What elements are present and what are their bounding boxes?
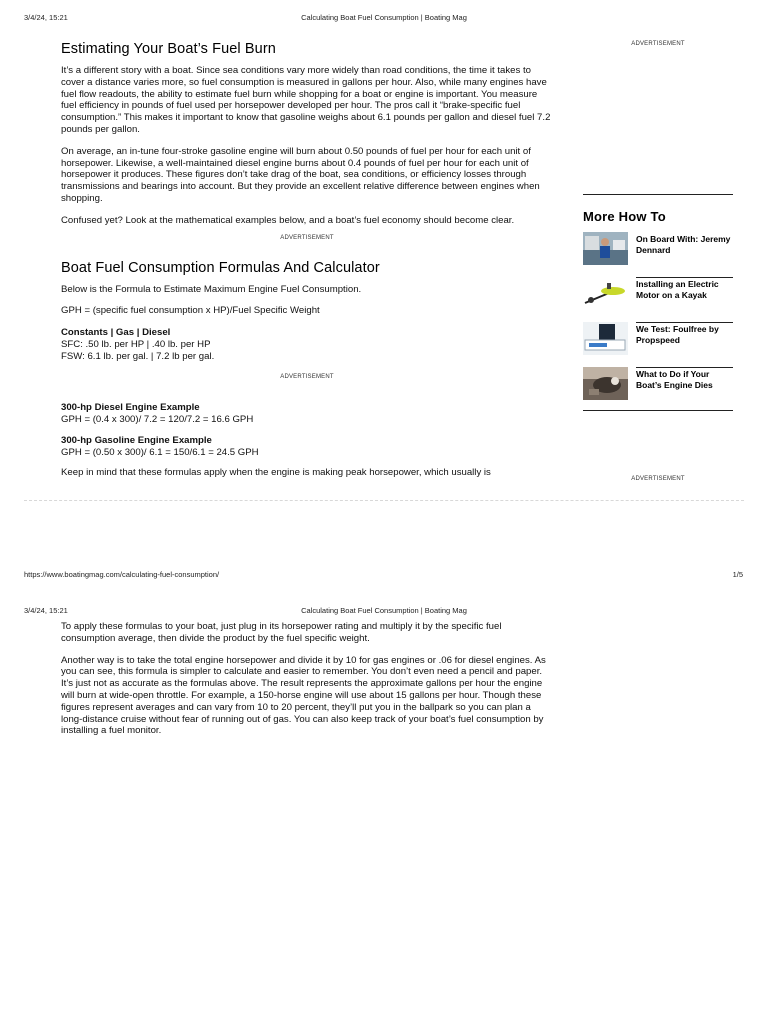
paragraph: To apply these formulas to your boat, just plug in its horsepower rating and multiply it by the specific fuel consumption average, then divide the product by the fuel specific weight. [61, 621, 502, 644]
divider [636, 322, 733, 323]
print-datetime: 3/4/24, 15:21 [24, 13, 68, 22]
diesel-example-calc: GPH = (0.4 x 300)/ 7.2 = 120/7.2 = 16.6 GPH [61, 413, 254, 425]
thumbnail-image[interactable] [583, 367, 628, 400]
gas-example-heading: 300-hp Gasoline Engine Example [61, 434, 212, 446]
paragraph: Confused yet? Look at the mathematical examples below, and a boat’s fuel economy should become clear. [61, 214, 515, 226]
print-datetime: 3/4/24, 15:21 [24, 606, 68, 615]
thumbnail-image[interactable] [583, 322, 628, 355]
print-url: https://www.boatingmag.com/calculating-fuel-consumption/ [24, 570, 220, 579]
divider [583, 194, 733, 195]
print-footer [0, 570, 768, 582]
print-header [0, 13, 768, 25]
howto-item-label[interactable]: What to Do if Your Boat’s Engine Dies [636, 369, 713, 390]
howto-item-label[interactable]: We Test: Foulfree by Propspeed [636, 324, 719, 345]
article-body [61, 40, 553, 488]
page-two [0, 600, 768, 1024]
howto-item-electric-kayak[interactable] [583, 277, 733, 322]
section-heading-formulas: Boat Fuel Consumption Formulas And Calculator [61, 260, 380, 277]
print-title: Calculating Boat Fuel Consumption | Boating Mag [301, 13, 467, 22]
page-cut-line [24, 500, 744, 501]
gas-example [61, 435, 553, 459]
formula-text: GPH = (specific fuel consumption x HP)/Fuel Specific Weight [61, 305, 320, 317]
print-title: Calculating Boat Fuel Consumption | Boating Mag [301, 606, 467, 615]
advertisement-label: ADVERTISEMENT [631, 41, 685, 47]
paragraph: On average, an in-tune four-stroke gasoline engine will burn about 0.50 pounds of fuel per hour for each unit of horsepower. Likewise, a well-maintained diesel engine burns about 0.4 pounds of fuel per hour for each unit of horsepower it produces. These figures don’t take drag of the boat, sea conditions, or efficiency losses through transmissions and bearings into account. But they provide an excellent relative difference between engines when shopping. [61, 145, 540, 204]
howto-item-jeremy-dennard[interactable] [583, 232, 733, 277]
diesel-example-heading: 300-hp Diesel Engine Example [61, 402, 200, 414]
article-body-continued [61, 621, 553, 746]
advertisement-label: ADVERTISEMENT [631, 476, 685, 482]
divider [636, 277, 733, 278]
paragraph: Below is the Formula to Estimate Maximum Engine Fuel Consumption. [61, 284, 362, 296]
howto-item-foulfree[interactable] [583, 322, 733, 367]
paragraph: Another way is to take the total engine horsepower and divide it by 10 for gas engines or .06 for diesel engines. As you can see, this formula is simpler to calculate and easier to remember. You don’t even need a pencil and paper. It’s just not as accurate as the formulas above. The result represents the approximate gallons per hour the engine will burn at wide-open throttle. For example, a 150-horse engine will use about 15 gallons per hour. Though these figures represent averages and can vary from 10 to 20 percent, they’ll put you in the ballpark so you can plan a long-distance cruise without fear of running out of gas. You can also keep track of your boat’s fuel consumption by installing a fuel monitor. [61, 654, 546, 737]
howto-item-label[interactable]: On Board With: Jeremy Dennard [636, 234, 731, 255]
constants-fsw: FSW: 6.1 lb. per gal. | 7.2 lb per gal. [61, 350, 215, 362]
section-heading-fuel-burn: Estimating Your Boat’s Fuel Burn [61, 41, 276, 57]
page-one [0, 0, 768, 502]
constants-block [61, 327, 553, 362]
paragraph-peak-note: Keep in mind that these formulas apply when the engine is making peak horsepower, which usually is [61, 467, 491, 479]
more-how-to-section [583, 194, 733, 411]
constants-sfc: SFC: .50 lb. per HP | .40 lb. per HP [61, 338, 211, 350]
howto-item-engine-dies[interactable] [583, 367, 733, 412]
advertisement-label: ADVERTISEMENT [280, 374, 334, 381]
howto-item-label[interactable]: Installing an Electric Motor on a Kayak [636, 279, 719, 300]
thumbnail-image[interactable] [583, 277, 628, 310]
constants-heading: Constants | Gas | Diesel [61, 326, 171, 338]
thumbnail-image[interactable] [583, 232, 628, 265]
divider [636, 367, 733, 368]
advertisement-label: ADVERTISEMENT [280, 234, 334, 241]
more-how-to-heading: More How To [583, 209, 666, 224]
print-header [0, 606, 768, 618]
diesel-example [61, 402, 553, 426]
paragraph: It’s a different story with a boat. Since sea conditions vary more widely than road conditions, the time it takes to cover a distance varies more, so fuel consumption is measured in gallons per hour. Also, while many engines have fuel flow readouts, the ability to estimate fuel burn while shopping for a boat or engine is important. You measure fuel efficiency in pounds of fuel used per horsepower developed per hour. The pros call it “brake-specific fuel consumption.” This makes it important to know that gasoline weighs about 6.1 pounds per gallon and diesel fuel 7.2 pounds per gallon. [61, 65, 551, 135]
gas-example-calc: GPH = (0.50 x 300)/ 6.1 = 150/6.1 = 24.5 GPH [61, 446, 259, 458]
print-page-number: 1/5 [732, 570, 743, 579]
